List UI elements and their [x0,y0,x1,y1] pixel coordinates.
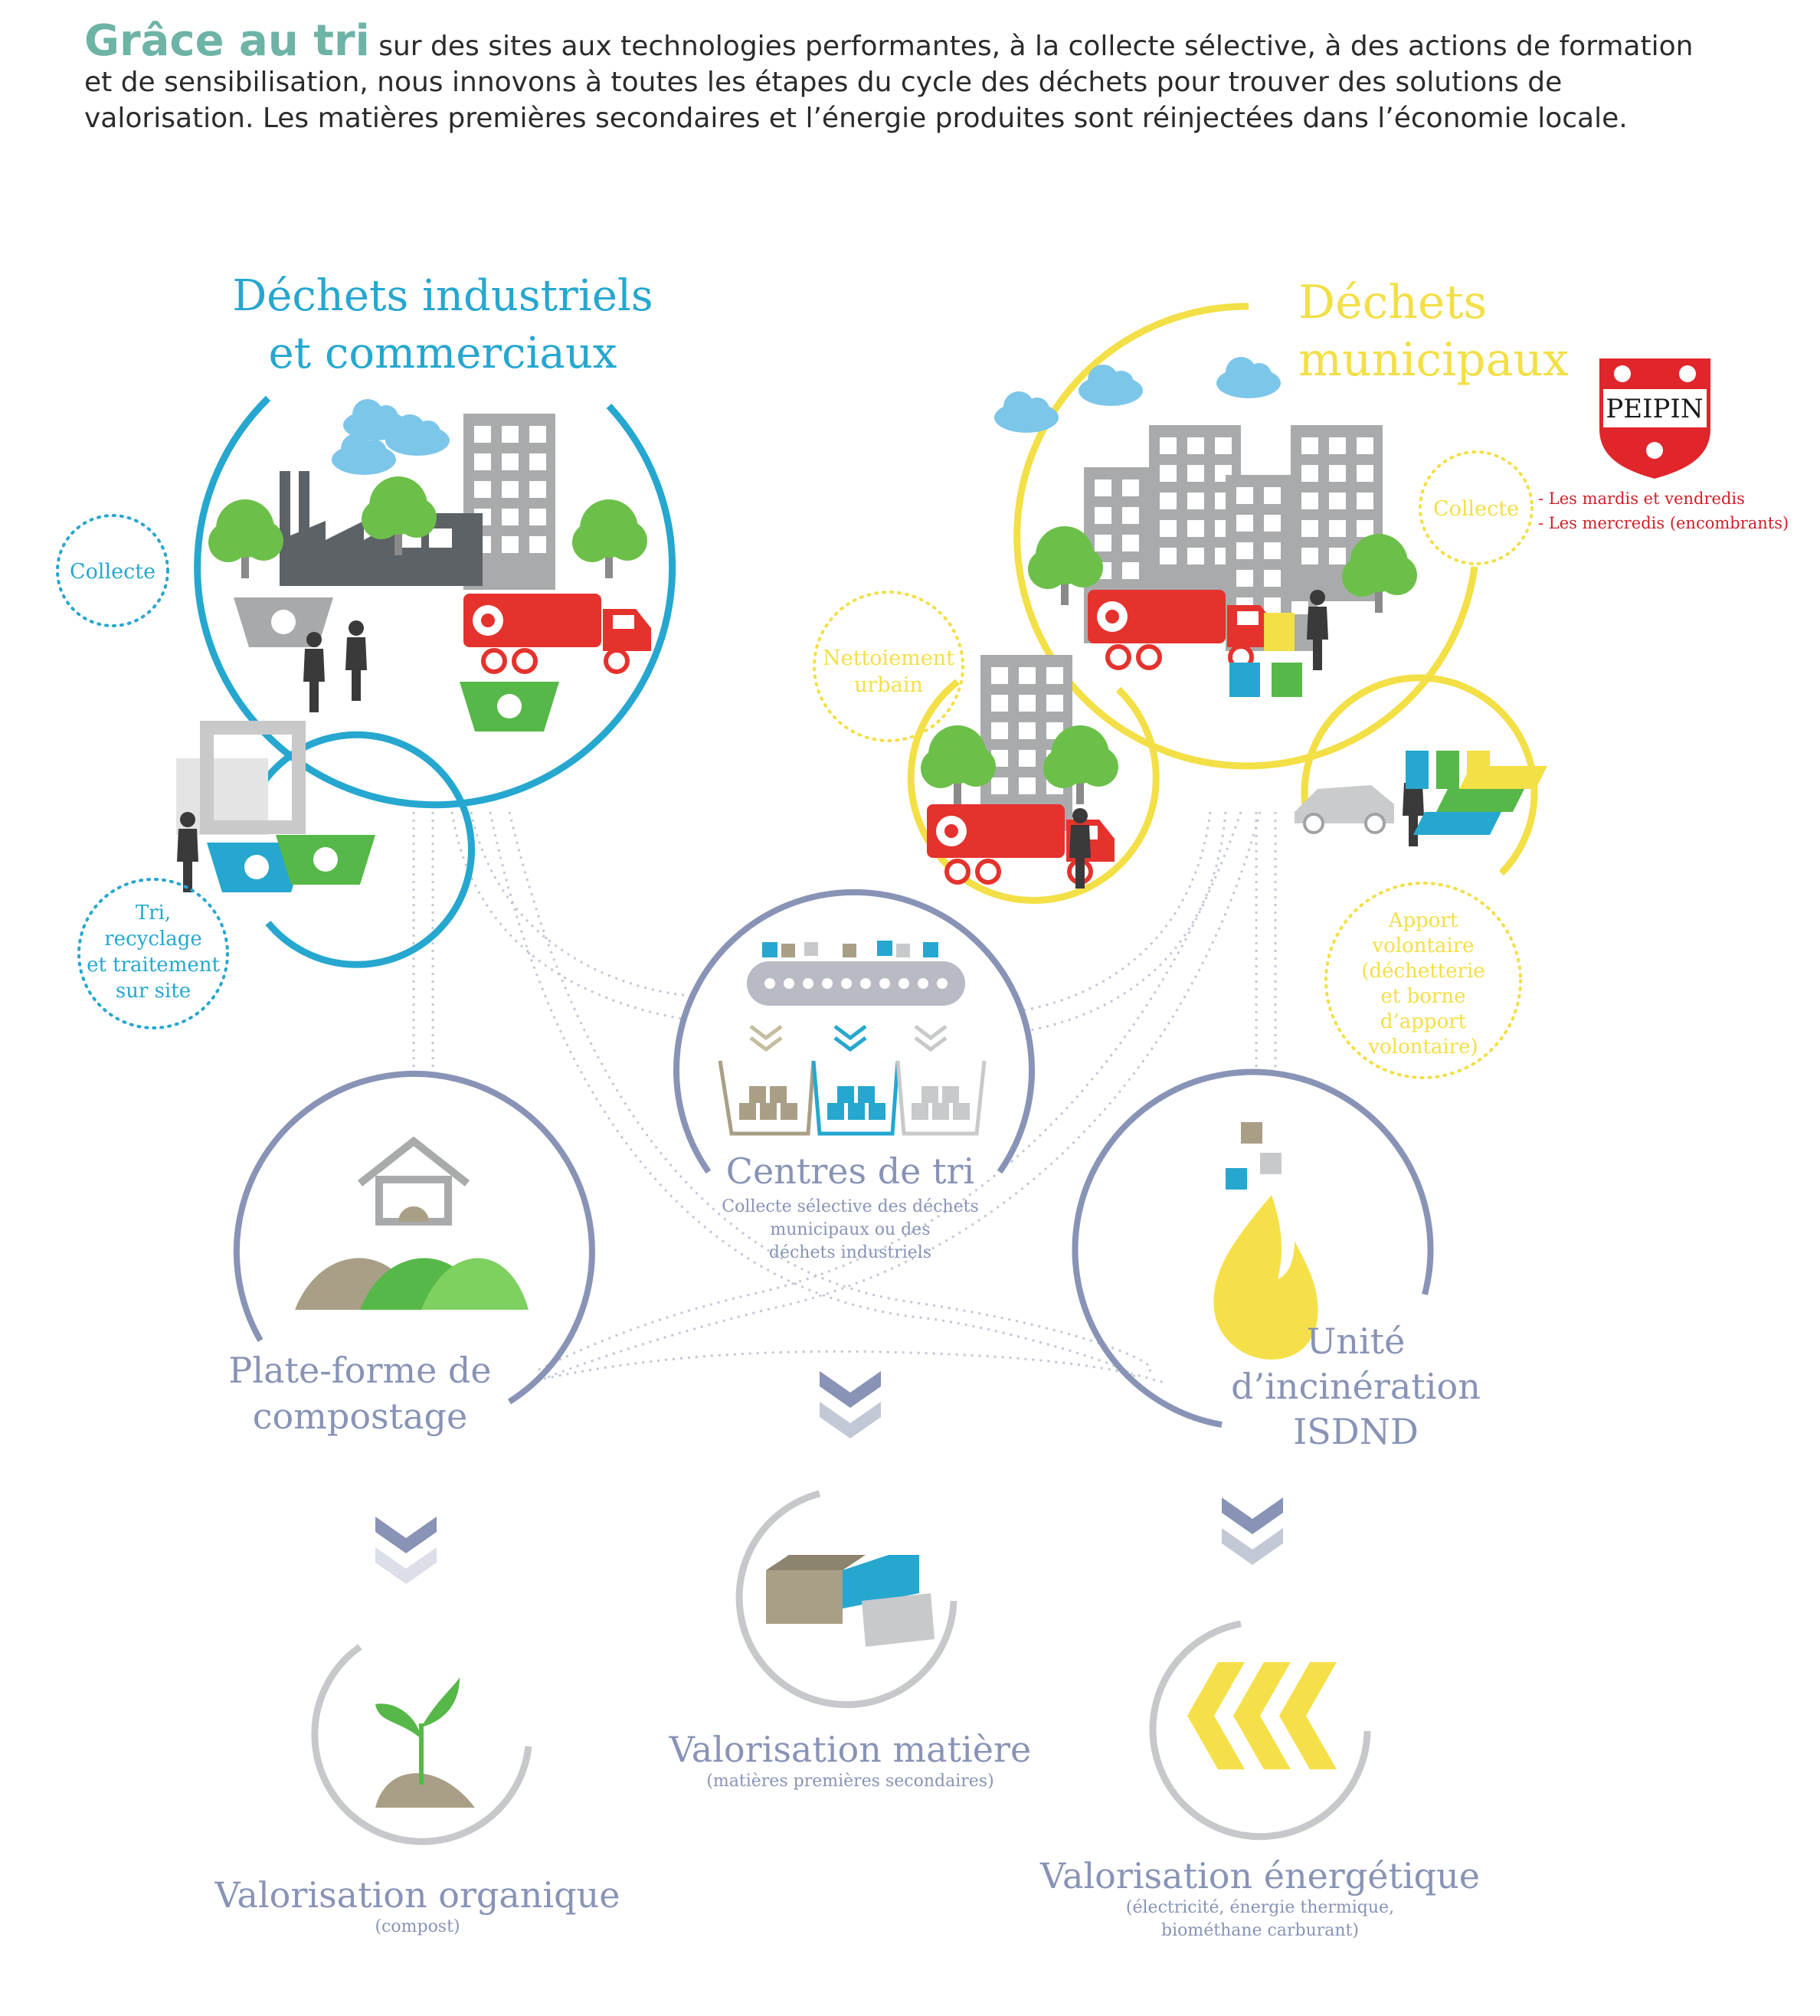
skip-icon [276,835,375,885]
energy-title: Valorisation énergétique [1040,1855,1480,1897]
energy-arrows-icon [1187,1662,1337,1769]
peipin-crest [1599,358,1710,479]
organic-output [214,1647,620,1936]
compost-title-line1: Plate-forme de [228,1350,492,1391]
bin-icon [898,1061,984,1134]
apport-label-5: d’apport [1380,1010,1467,1033]
shed-icon [360,1141,467,1222]
conveyor-icon [747,961,965,1006]
incineration-line2: d’incinération [1231,1366,1481,1407]
material-output [669,1494,1031,1791]
energy-sub-2: biométhane carburant) [1161,1921,1359,1940]
cloud-icon [994,391,1059,433]
nettoiement-label-1: Nettoiement [823,646,954,670]
tree-icon [572,499,647,578]
apport-label-4: et borne [1380,985,1466,1008]
rose-icon [1646,442,1663,459]
tri-label-1: Tri, [135,902,172,925]
skip-icon [460,682,559,731]
tri-label-2: recyclage [104,928,202,951]
schedule-line-1: - Les mardis et vendredis [1538,489,1745,508]
rose-icon [1614,365,1631,382]
apport-label-3: (déchetterie [1361,960,1485,983]
chevron-down-icon [1222,1497,1283,1534]
chevron-down-icon [820,1371,881,1408]
containers-icon [1406,751,1547,835]
apport-label-2: volontaire [1372,934,1475,957]
crest-name: PEIPIN [1606,394,1704,424]
car-icon [1295,785,1394,833]
nettoiement-label-2: urbain [854,673,923,697]
sorted-items-icon [762,941,938,957]
tri-label-3: et traitement [87,954,220,977]
compost-piles-icon [295,1258,529,1311]
tri-label-4: sur site [115,980,191,1003]
cube-icon [1260,1153,1282,1174]
sorting-center-section [676,892,1032,1262]
incineration-section [1075,1072,1480,1452]
cloud-icon [1216,357,1281,398]
municipal-title-line2: municipaux [1298,333,1569,387]
organic-title: Valorisation organique [214,1874,620,1916]
compost-title-line2: compostage [252,1396,468,1437]
compost-platform-section [228,1074,591,1437]
rose-icon [1679,365,1696,382]
cloud-icon [343,399,408,440]
bin-icon [813,1061,898,1134]
apport-label-1: Apport [1388,909,1458,932]
intro-lead: Grâce au tri [84,16,370,66]
tree-icon [208,499,283,578]
sorting-center-desc-3: déchets industriels [768,1243,932,1262]
organic-sub: (compost) [375,1917,460,1936]
material-sub: (matières premières secondaires) [706,1772,994,1791]
sorting-center-desc-2: municipaux ou des [770,1220,931,1239]
flame-icon [1213,1195,1318,1360]
energy-sub-1: (électricité, énergie thermique, [1125,1898,1395,1917]
sorting-center-desc-1: Collecte sélective des déchets [722,1197,979,1216]
cube-icon [1226,1168,1247,1190]
intro-text: sur des sites aux technologies performantes, à la collecte sélective, à des actions de formation et de sensibilisation, nous innovons à toutes les étapes du cycle des déchets pour trouver des solutions de valorisation. Les matières premières secondaires et l’énergie produites sont réinjectées dans l’économie locale. [84,31,1694,134]
industrial-collecte-label: Collecte [69,560,156,584]
incineration-line1: Unité [1306,1321,1406,1362]
industrial-section [57,271,673,1028]
sorting-center-title: Centres de tri [725,1150,975,1192]
material-title: Valorisation matière [669,1729,1032,1770]
person-icon [345,620,367,701]
bin-icon [720,1061,813,1134]
municipal-collecte-label: Collecte [1432,497,1520,521]
energy-output [1039,1624,1480,1940]
incineration-line3: ISDND [1293,1411,1419,1452]
sprout-icon [375,1677,475,1808]
industrial-title-line1: Déchets industriels [232,271,653,321]
schedule-line-2: - Les mercredis (encombrants) [1538,514,1789,532]
municipal-title-line1: Déchets [1298,276,1488,329]
truck-icon [463,594,651,672]
industrial-title-line2: et commerciaux [268,329,617,378]
cube-icon [1241,1122,1262,1144]
cubes-icon [766,1555,935,1647]
chevron-down-icon [375,1517,437,1553]
apport-label-6: volontaire) [1368,1036,1478,1059]
